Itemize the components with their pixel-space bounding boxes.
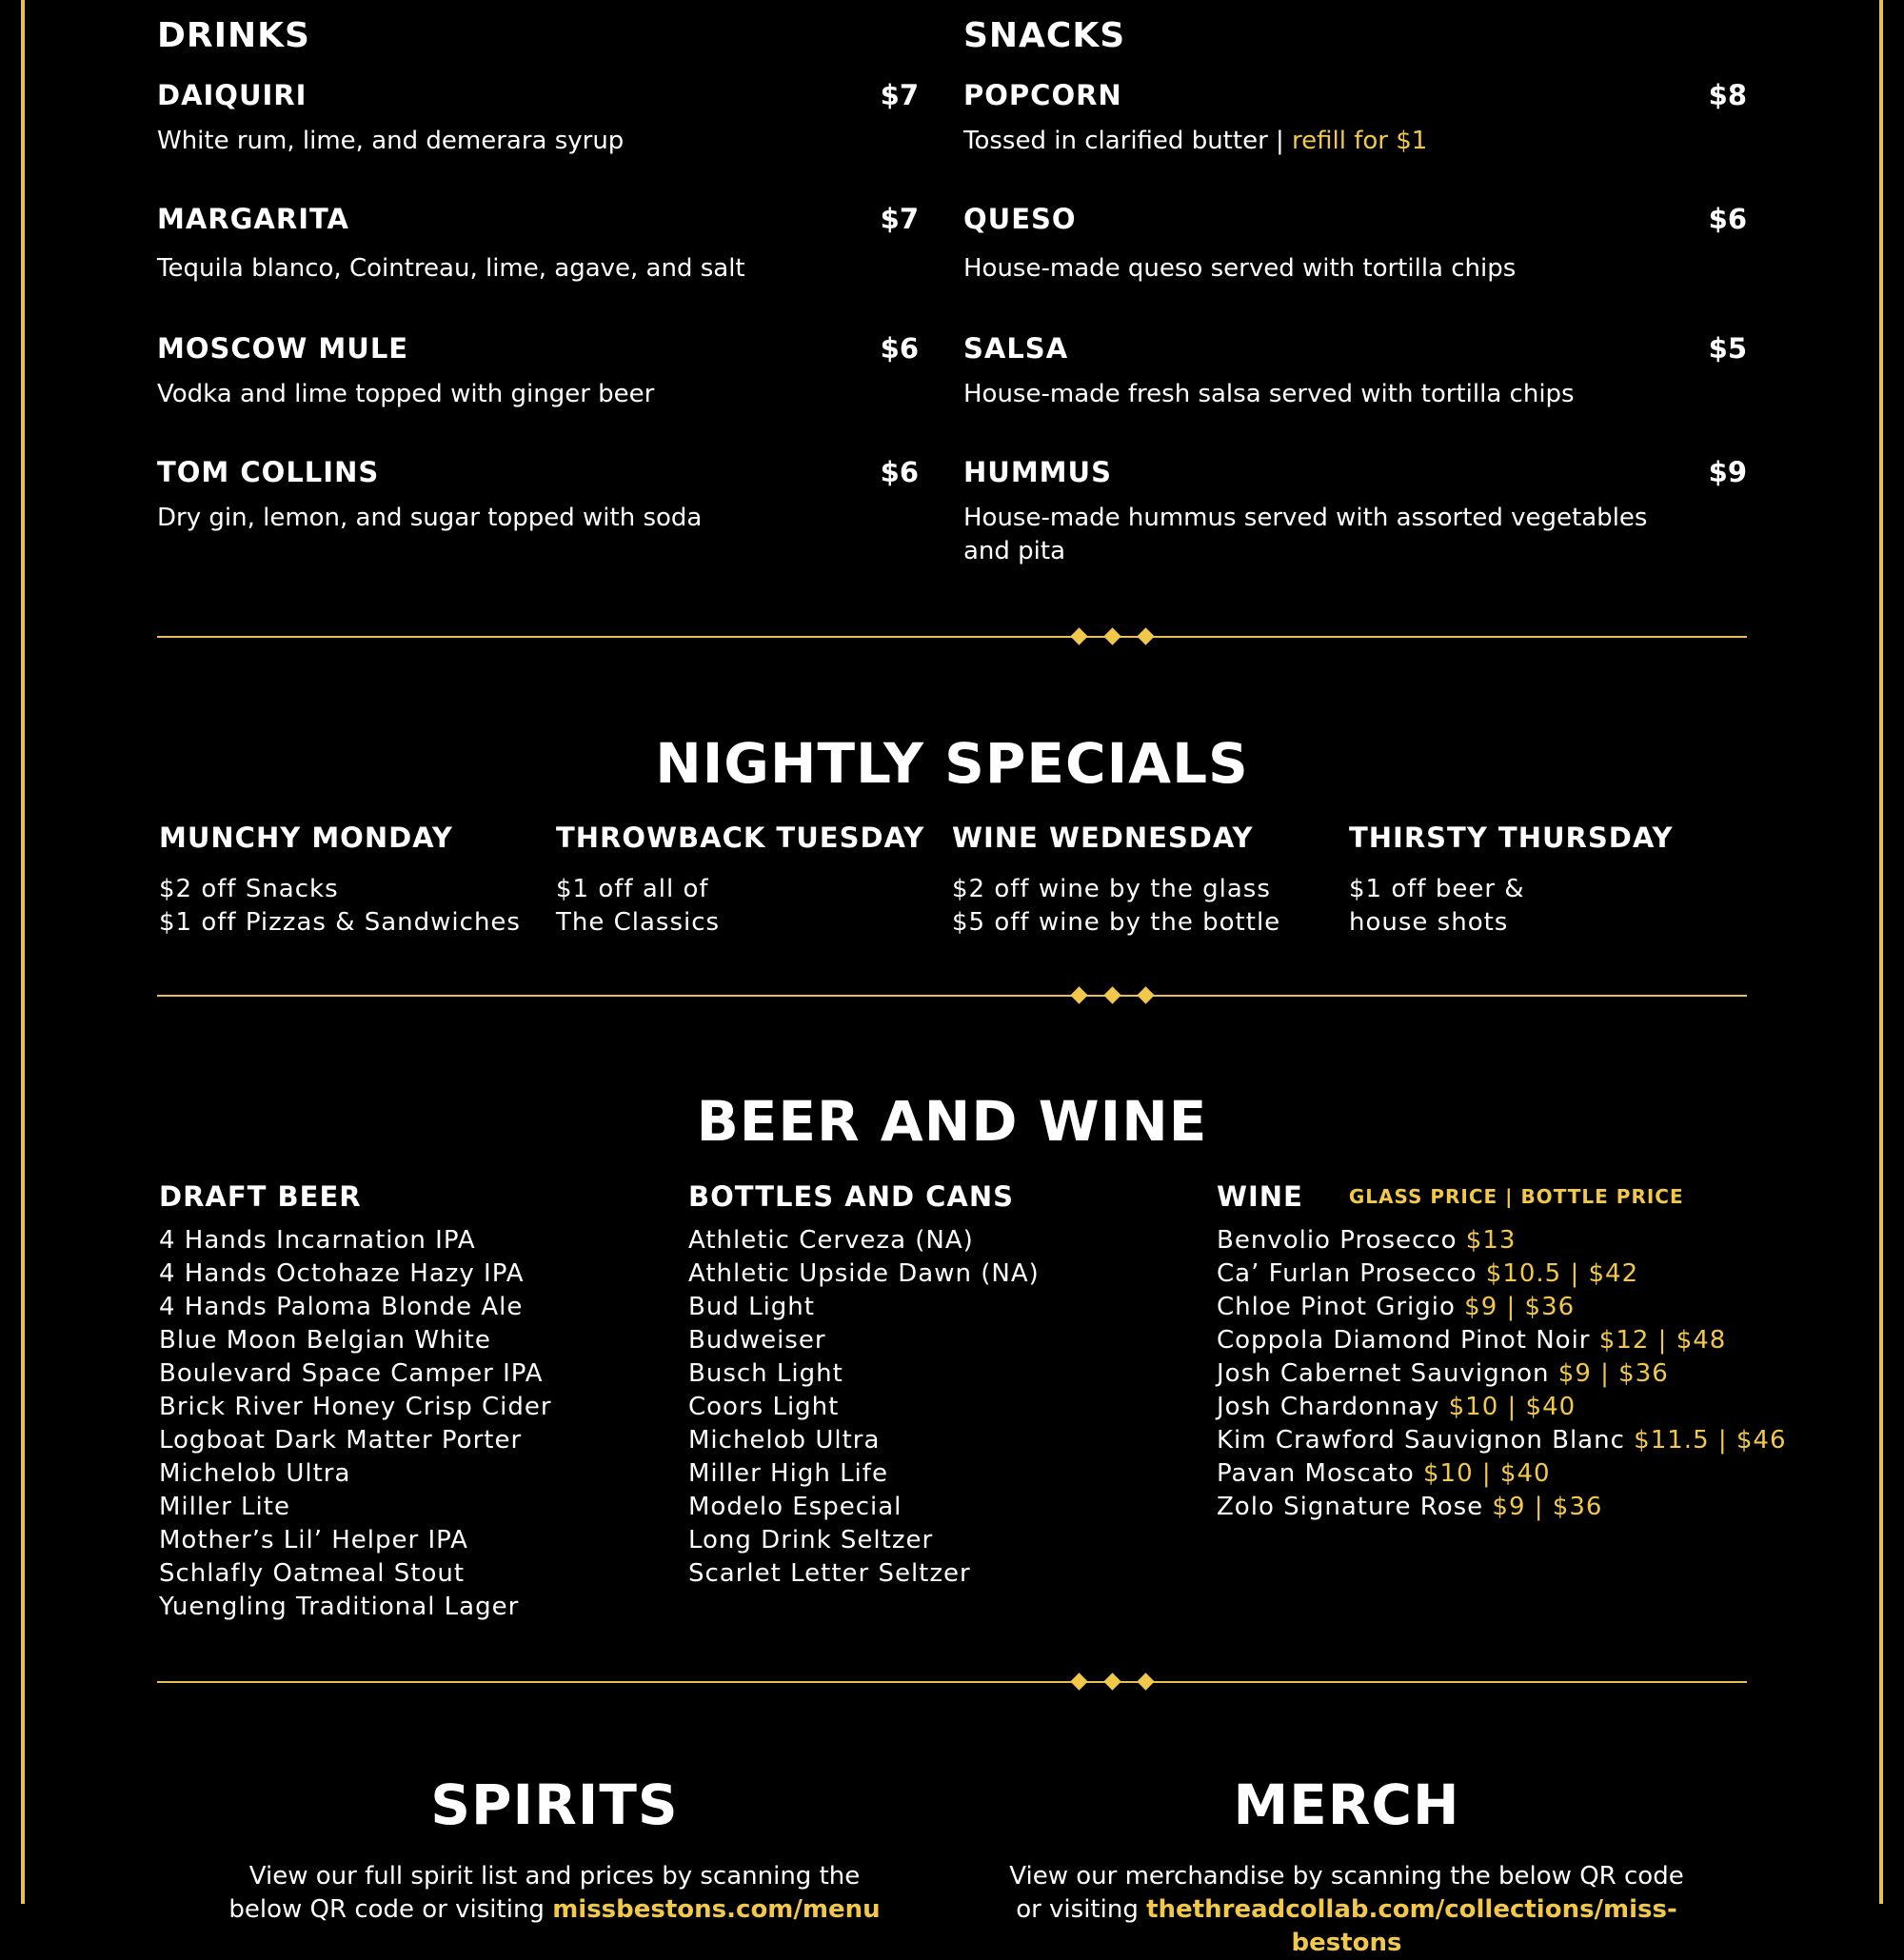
divider-line [157, 1681, 1747, 1683]
snack-name: HUMMUS [963, 456, 1112, 488]
list-item: 4 Hands Paloma Blonde Ale [159, 1293, 524, 1321]
wine-name: Chloe Pinot Grigio [1217, 1293, 1456, 1321]
wine-item [1217, 1424, 1787, 1457]
ornament-divider [157, 984, 1747, 1007]
draft-beer-heading: DRAFT BEER [159, 1180, 362, 1213]
drink-name: DAIQUIRI [157, 79, 307, 111]
wine-item [1217, 1391, 1787, 1424]
draft-beer-list [159, 1224, 552, 1624]
list-item: Mother’s Lil’ Helper IPA [159, 1526, 468, 1554]
list-item: Bud Light [688, 1293, 815, 1321]
diamond-icon [1103, 1673, 1121, 1690]
snack-name: QUESO [963, 203, 1077, 235]
wine-price: $9 | $36 [1464, 1293, 1576, 1321]
spirits-link[interactable]: missbestons.com/menu [552, 1895, 881, 1924]
spirits-text-line: View our full spirit list and prices by scanning the [248, 1862, 861, 1891]
snack-desc-text: Tossed in clarified butter | [963, 127, 1284, 155]
specials-title: NIGHTLY SPECIALS [655, 731, 1249, 796]
snack-desc-continued: and pita [963, 537, 1066, 565]
merch-text [963, 1860, 1730, 1960]
wine-price: $10 | $40 [1448, 1393, 1577, 1421]
special-line: $1 off all of [556, 875, 709, 903]
wine-price: $12 | $48 [1598, 1326, 1727, 1355]
special-title: THIRSTY THURSDAY [1349, 822, 1674, 854]
wine-price: $9 | $36 [1557, 1359, 1669, 1388]
list-item: Brick River Honey Crisp Cider [159, 1393, 552, 1421]
wine-item [1217, 1291, 1787, 1324]
special-title: WINE WEDNESDAY [952, 822, 1254, 854]
special-line: $5 off wine by the bottle [952, 908, 1281, 937]
wine-price: $10.5 | $42 [1485, 1259, 1639, 1288]
bottles-cans-heading: BOTTLES AND CANS [688, 1180, 1015, 1213]
wine-name: Pavan Moscato [1217, 1459, 1415, 1488]
diamond-icon [1070, 986, 1087, 1003]
list-item: Long Drink Seltzer [688, 1526, 934, 1554]
wine-name: Kim Crawford Sauvignon Blanc [1217, 1426, 1625, 1455]
drink-name: MARGARITA [157, 203, 349, 235]
drink-desc: Vodka and lime topped with ginger beer [157, 380, 655, 408]
beer-wine-title: BEER AND WINE [696, 1089, 1208, 1154]
spirits-title: SPIRITS [430, 1772, 679, 1837]
list-item: Michelob Ultra [688, 1426, 881, 1455]
special-thursday [1349, 822, 1739, 940]
drink-price: $7 [880, 79, 919, 111]
wine-price: $9 | $36 [1492, 1493, 1603, 1521]
list-item: Athletic Upside Dawn (NA) [688, 1259, 1040, 1288]
diamond-icon [1070, 1673, 1087, 1690]
right-border [1879, 0, 1883, 1904]
list-item: Modelo Especial [688, 1493, 902, 1521]
drink-name: TOM COLLINS [157, 456, 380, 488]
wine-price-legend: GLASS PRICE | BOTTLE PRICE [1348, 1185, 1684, 1208]
wine-name: Benvolio Prosecco [1217, 1226, 1458, 1255]
wine-item [1217, 1357, 1787, 1391]
snack-name: POPCORN [963, 79, 1122, 111]
drink-price: $6 [880, 332, 919, 365]
spirits-text-line2 [171, 1893, 938, 1927]
drinks-heading: DRINKS [157, 16, 310, 55]
list-item: Miller Lite [159, 1493, 290, 1521]
special-line: $2 off wine by the glass [952, 875, 1271, 903]
list-item: Busch Light [688, 1359, 843, 1388]
snack-desc [963, 125, 1427, 158]
list-item: Boulevard Space Camper IPA [159, 1359, 544, 1388]
list-item: Blue Moon Belgian White [159, 1326, 491, 1355]
special-line: $1 off Pizzas & Sandwiches [159, 908, 521, 937]
snack-price: $5 [1708, 332, 1747, 365]
diamond-icon [1070, 627, 1087, 644]
wine-name: Josh Chardonnay [1217, 1393, 1440, 1421]
special-line: $1 off beer & [1349, 875, 1525, 903]
wine-column [1217, 1180, 1787, 1524]
snack-price: $6 [1708, 203, 1747, 235]
divider-line [157, 995, 1747, 997]
diamond-icon [1137, 1673, 1154, 1690]
wine-price: $10 | $40 [1423, 1459, 1551, 1488]
ornament-divider [157, 1671, 1747, 1693]
wine-item [1217, 1457, 1787, 1491]
bottles-cans-list [688, 1224, 1040, 1591]
spirits-text [171, 1860, 938, 1927]
bottles-cans-column [688, 1180, 1040, 1591]
refill-note: refill for $1 [1283, 127, 1428, 155]
list-item: 4 Hands Octohaze Hazy IPA [159, 1259, 525, 1288]
wine-name: Ca’ Furlan Prosecco [1217, 1259, 1478, 1288]
list-item: 4 Hands Incarnation IPA [159, 1226, 476, 1255]
drink-price: $7 [880, 203, 919, 235]
ornament-divider [157, 625, 1747, 648]
list-item: Athletic Cerveza (NA) [688, 1226, 974, 1255]
snack-price: $8 [1708, 79, 1747, 111]
list-item: Budweiser [688, 1326, 826, 1355]
wine-item [1217, 1491, 1787, 1524]
merch-link[interactable]: thethreadcollab.com/collections/miss-bestons [1146, 1895, 1677, 1957]
snack-price: $9 [1708, 456, 1747, 488]
diamond-icon [1137, 986, 1154, 1003]
draft-beer-column [159, 1180, 552, 1624]
special-tuesday [556, 822, 946, 940]
merch-text-line2 [963, 1893, 1730, 1960]
list-item: Michelob Ultra [159, 1459, 351, 1488]
special-wednesday [952, 822, 1342, 940]
diamond-icon [1103, 986, 1121, 1003]
list-item: Scarlet Letter Seltzer [688, 1559, 971, 1588]
drink-desc: Tequila blanco, Cointreau, lime, agave, and salt [157, 254, 745, 283]
wine-item [1217, 1257, 1787, 1291]
snack-desc: House-made queso served with tortilla chips [963, 254, 1517, 283]
drink-desc: Dry gin, lemon, and sugar topped with soda [157, 504, 703, 532]
list-item: Miller High Life [688, 1459, 888, 1488]
wine-item [1217, 1324, 1787, 1357]
special-monday [159, 822, 549, 940]
snacks-heading: SNACKS [963, 16, 1126, 55]
wine-heading: WINE [1217, 1180, 1303, 1213]
wine-list [1217, 1224, 1787, 1524]
special-title: MUNCHY MONDAY [159, 822, 453, 854]
drink-desc: White rum, lime, and demerara syrup [157, 127, 625, 155]
wine-name: Coppola Diamond Pinot Noir [1217, 1326, 1591, 1355]
merch-title: MERCH [1233, 1772, 1460, 1837]
spirits-text-prefix: below QR code or visiting [228, 1895, 545, 1924]
wine-name: Josh Cabernet Sauvignon [1217, 1359, 1550, 1388]
list-item: Schlafly Oatmeal Stout [159, 1559, 466, 1588]
merch-text-prefix: or visiting [1016, 1895, 1139, 1924]
wine-name: Zolo Signature Rose [1217, 1493, 1484, 1521]
special-line: house shots [1349, 908, 1509, 937]
divider-line [157, 636, 1747, 638]
left-border [21, 0, 25, 1904]
wine-price: $13 [1465, 1226, 1517, 1255]
special-title: THROWBACK TUESDAY [556, 822, 925, 854]
drink-name: MOSCOW MULE [157, 332, 409, 365]
special-line: $2 off Snacks [159, 875, 339, 903]
special-line: The Classics [556, 908, 721, 937]
list-item: Logboat Dark Matter Porter [159, 1426, 523, 1455]
wine-item [1217, 1224, 1787, 1257]
drink-price: $6 [880, 456, 919, 488]
snack-desc: House-made fresh salsa served with tortilla chips [963, 380, 1575, 408]
merch-text-line: View our merchandise by scanning the below QR code [1009, 1862, 1684, 1891]
snack-name: SALSA [963, 332, 1069, 365]
wine-header [1217, 1180, 1787, 1218]
wine-price: $11.5 | $46 [1634, 1426, 1787, 1455]
diamond-icon [1103, 627, 1121, 644]
diamond-icon [1137, 627, 1154, 644]
list-item: Coors Light [688, 1393, 840, 1421]
list-item: Yuengling Traditional Lager [159, 1593, 520, 1621]
snack-desc: House-made hummus served with assorted vegetables [963, 504, 1648, 532]
